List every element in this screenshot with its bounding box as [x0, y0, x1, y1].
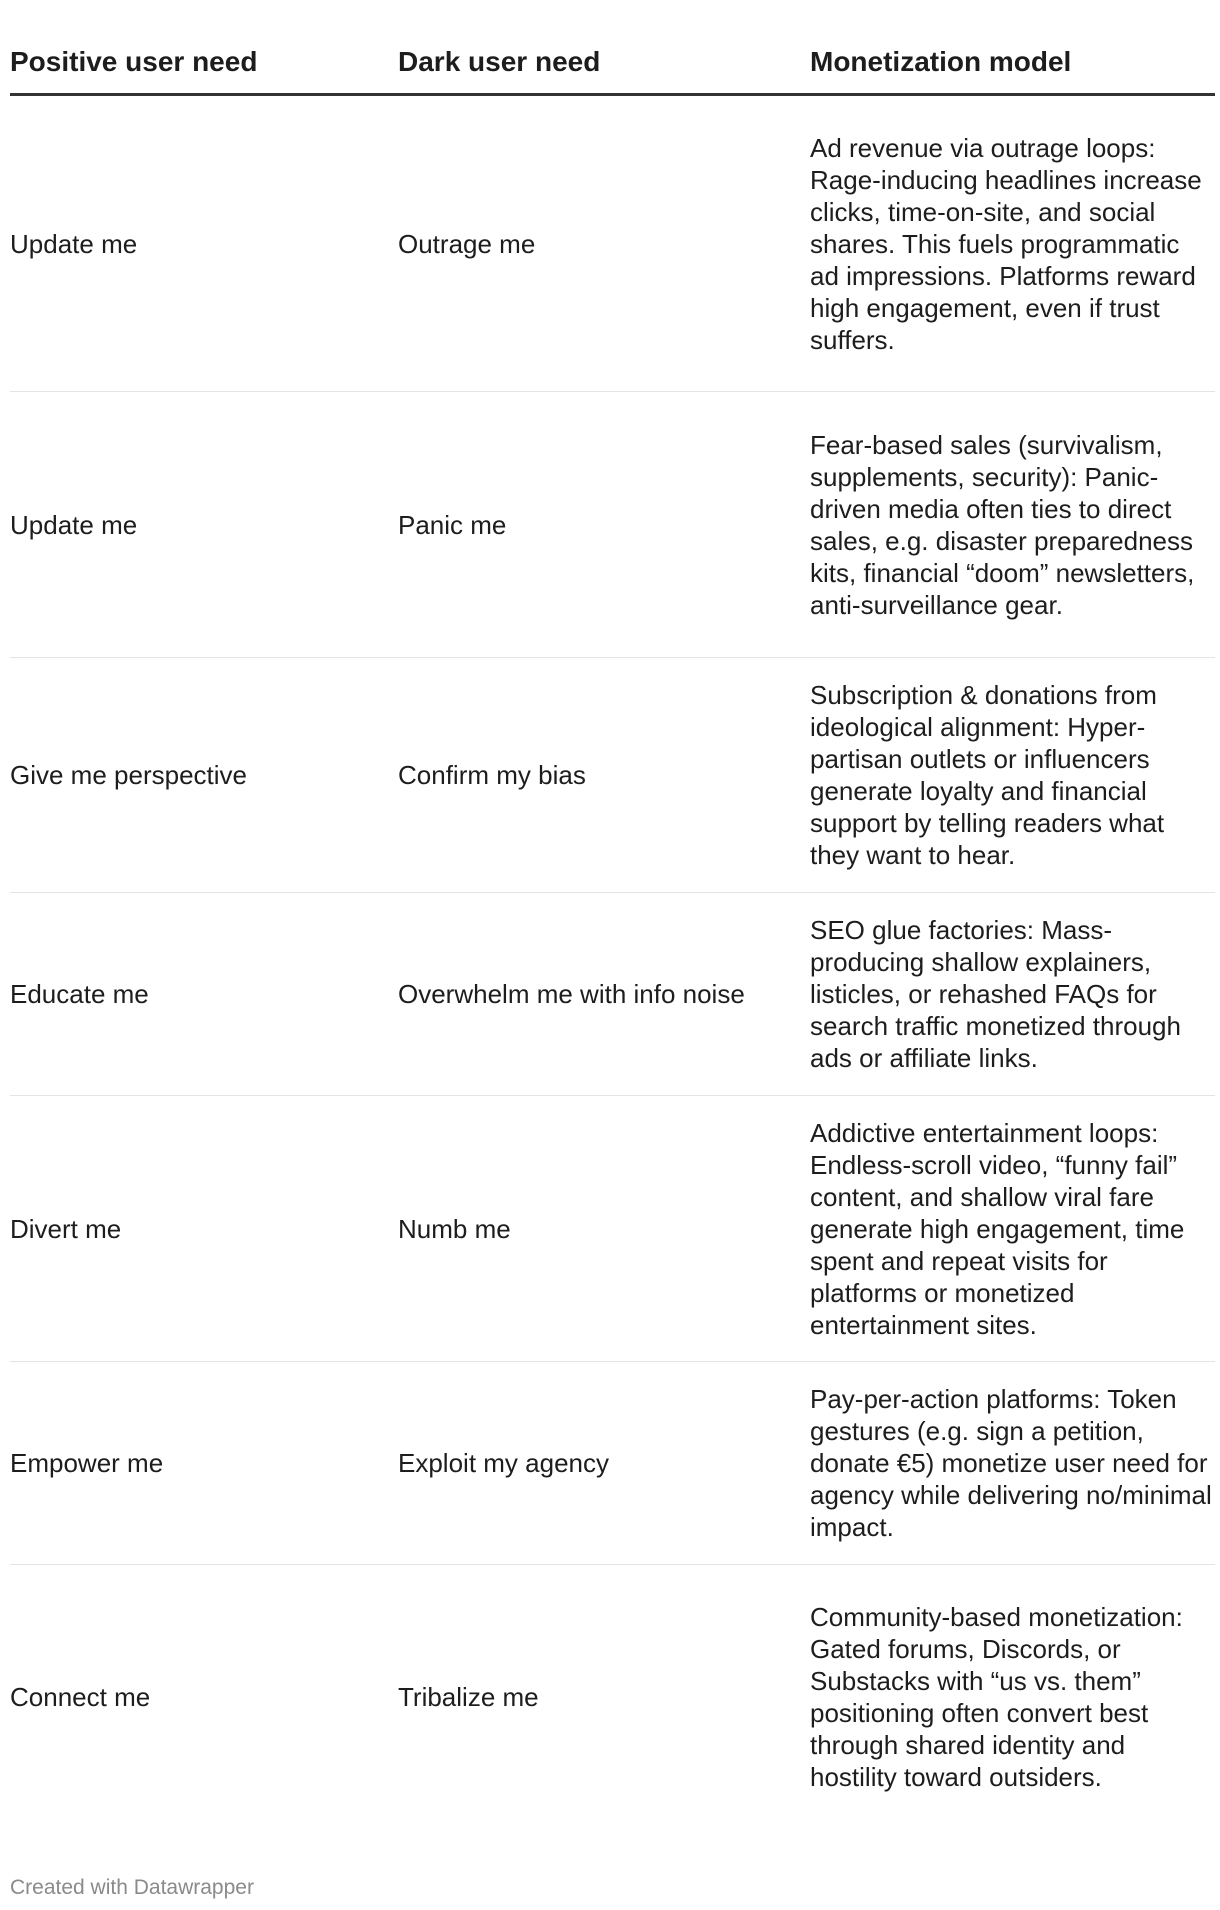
cell-monetization-model: Fear-based sales (survivalism, supplements, security): Panic-driven media often ties to direct sales, e.g. disaster preparedness kits, financial “doom” newsletters, anti-surveillance gear.	[810, 392, 1215, 658]
cell-positive-need: Divert me	[10, 1096, 398, 1362]
cell-monetization-model: SEO glue factories: Mass-producing shallow explainers, listicles, or rehashed FAQs for search traffic monetized through ads or affiliate links.	[810, 893, 1215, 1096]
cell-positive-need: Educate me	[10, 893, 398, 1096]
table-row	[10, 1362, 1215, 1565]
cell-monetization-model: Addictive entertainment loops: Endless-scroll video, “funny fail” content, and shallow viral fare generate high engagement, time spent and repeat visits for platforms or monetized entertainment sites.	[810, 1096, 1215, 1362]
cell-dark-need: Tribalize me	[398, 1682, 539, 1713]
table-row	[10, 893, 1215, 1096]
header-positive-user-need[interactable]: Positive user need	[10, 35, 398, 95]
cell-dark-need: Exploit my agency	[398, 1362, 810, 1565]
table-row	[10, 1096, 1215, 1362]
table-row	[10, 95, 1215, 392]
cell-monetization-model: Subscription & donations from ideological alignment: Hyper-partisan outlets or influencers generate loyalty and financial support by telling readers what they want to hear.	[810, 658, 1215, 893]
cell-positive-need: Update me	[10, 95, 398, 392]
cell-monetization-model: Pay-per-action platforms: Token gestures (e.g. sign a petition, donate €5) monetize user need for agency while delivering no/minimal impact.	[810, 1362, 1215, 1565]
cell-positive-need: Empower me	[10, 1362, 398, 1565]
table-row	[10, 1565, 1215, 1830]
cell-dark-need: Numb me	[398, 1096, 810, 1362]
cell-monetization-model: Community-based monetization: Gated forums, Discords, or Substacks with “us vs. them” positioning often convert best through shared identity and hostility toward outsiders.	[810, 1602, 1183, 1793]
table-header	[10, 35, 1215, 95]
datawrapper-credit[interactable]: Created with Datawrapper	[10, 1876, 254, 1899]
cell-dark-need: Panic me	[398, 392, 810, 658]
cell-positive-need: Connect me	[10, 1682, 151, 1713]
user-needs-table	[10, 35, 1215, 1830]
cell-dark-need: Confirm my bias	[398, 658, 810, 893]
cell-dark-need: Overwhelm me with info noise	[398, 893, 810, 1096]
header-dark-user-need[interactable]: Dark user need	[398, 35, 810, 95]
cell-positive-need: Give me perspective	[10, 658, 398, 893]
header-row	[10, 35, 1215, 95]
table-body	[10, 95, 1215, 1830]
cell-monetization-model: Ad revenue via outrage loops: Rage-inducing headlines increase clicks, time-on-site, and social shares. This fuels programmatic ad impressions. Platforms reward high engagement, even if trust suffers.	[810, 95, 1215, 392]
table-row	[10, 658, 1215, 893]
table-row	[10, 392, 1215, 658]
header-monetization-model[interactable]: Monetization model	[810, 35, 1215, 95]
cell-positive-need: Update me	[10, 392, 398, 658]
cell-dark-need: Outrage me	[398, 95, 810, 392]
